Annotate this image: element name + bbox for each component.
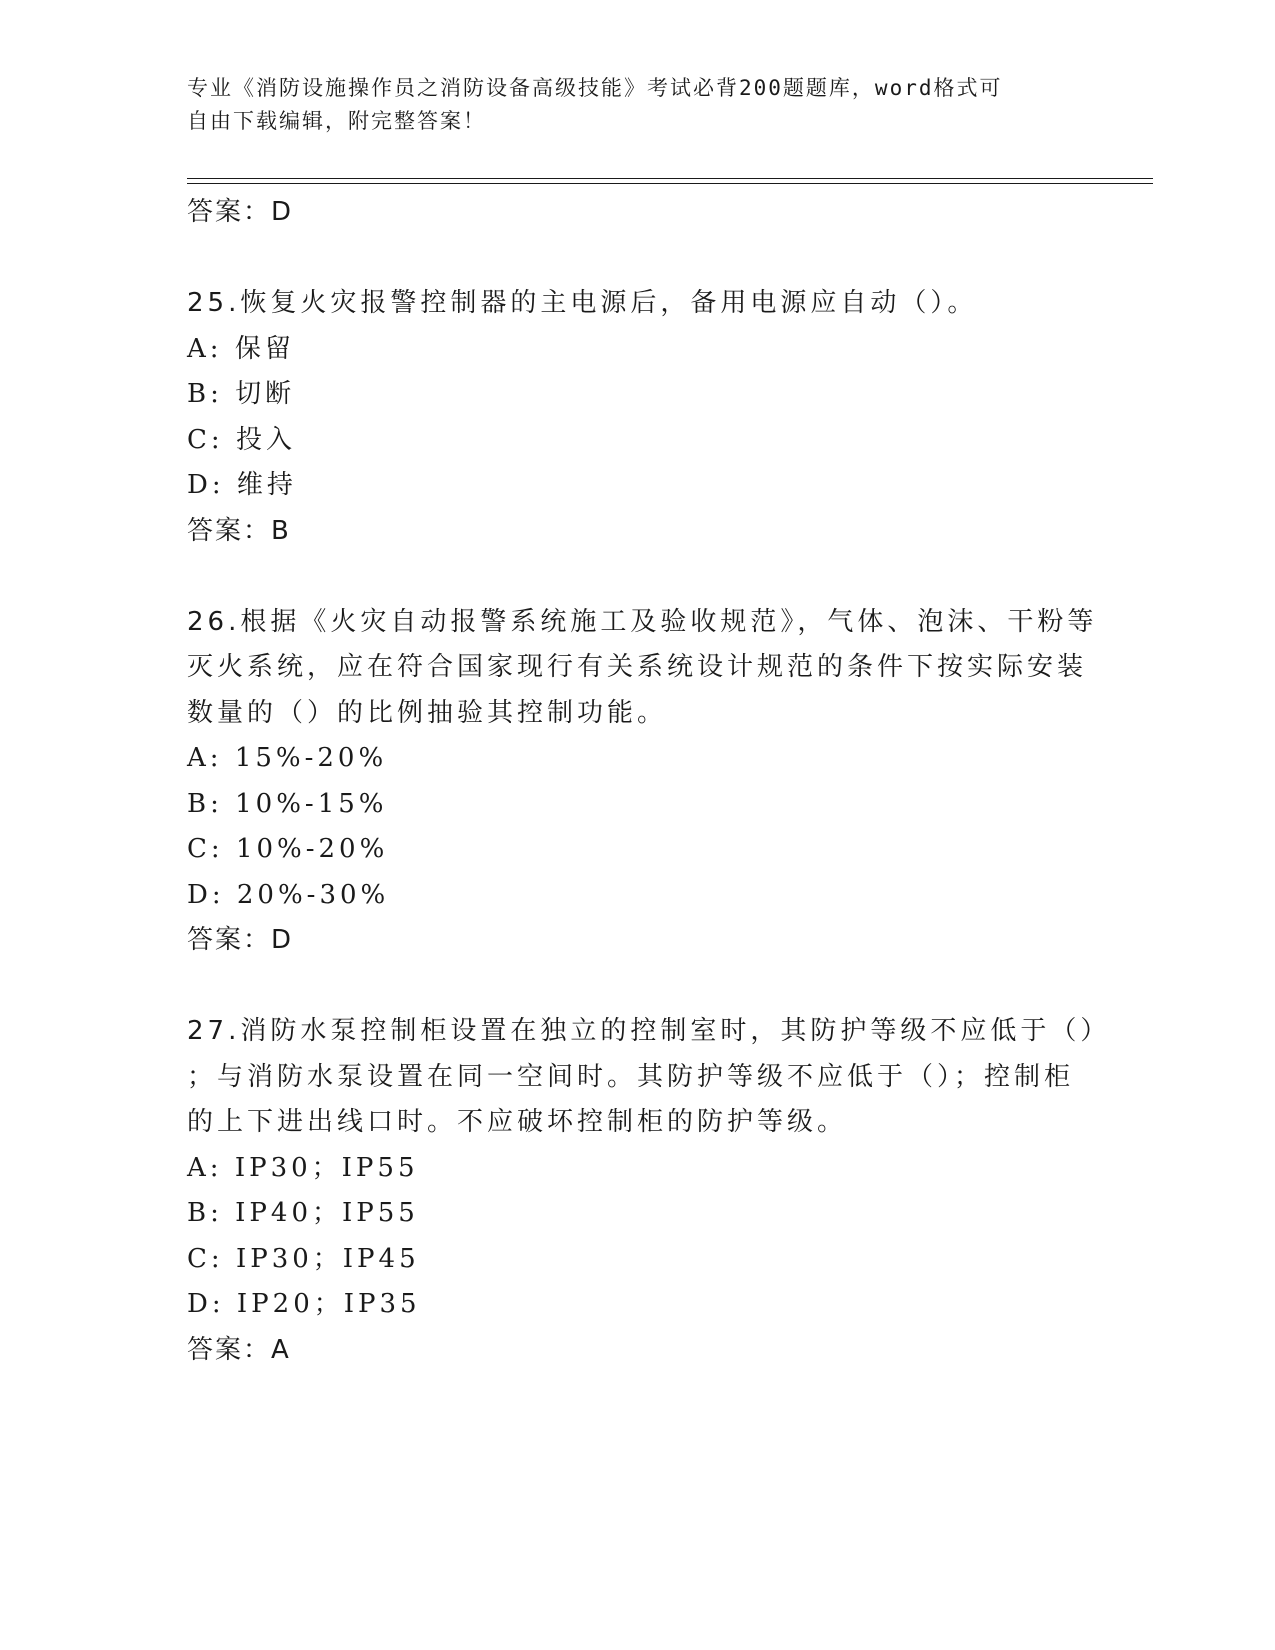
- option-text: 15%-20%: [234, 743, 388, 773]
- spacer: [187, 554, 1087, 600]
- option-a: A: IP30；IP55: [187, 1152, 419, 1183]
- answer-line: [187, 1328, 1087, 1374]
- answer-label: 答案：: [187, 1334, 272, 1365]
- option-letter: C: [187, 424, 211, 455]
- option-b: B: IP40；IP55: [187, 1198, 419, 1228]
- option-c: C: IP30；IP45: [187, 1243, 420, 1274]
- option-b: B: 10%-15%: [187, 788, 388, 819]
- answer-value: D: [271, 925, 294, 955]
- header-rule-top: [187, 178, 1153, 179]
- answer-label: 答案：: [187, 197, 272, 227]
- question-block: [187, 600, 1098, 964]
- answer-line: [187, 190, 1087, 236]
- option-letter: C: [187, 834, 211, 864]
- question-text: 数量的（）的比例抽验其控制功能。: [187, 697, 668, 728]
- question-text: ；与消防水泵设置在同一空间时。其防护等级不应低于（）；控制柜: [187, 1061, 1075, 1092]
- option-letter: B: [187, 379, 211, 409]
- answer-value: B: [271, 515, 291, 546]
- option-d: D: IP20；IP35: [187, 1289, 421, 1319]
- option-letter: B: [187, 1198, 211, 1228]
- option-letter: A: [187, 333, 210, 364]
- option-c: C: 投入: [187, 424, 296, 455]
- question-text: 灭火系统，应在符合国家现行有关系统设计规范的条件下按实际安装: [187, 652, 1088, 682]
- option-text: 维持: [236, 470, 297, 500]
- question-list: [187, 190, 1111, 1373]
- option-text: IP30；IP55: [234, 1152, 419, 1183]
- option-text: IP20；IP35: [236, 1289, 421, 1319]
- option-text: IP30；IP45: [235, 1243, 420, 1274]
- option-letter: A: [187, 743, 210, 773]
- option-text: IP40；IP55: [235, 1198, 419, 1228]
- option-c: C: 10%-20%: [187, 834, 389, 864]
- header-rule-bottom: [187, 183, 1153, 184]
- question-text: 27.消防水泵控制柜设置在独立的控制室时，其防护等级不应低于（）: [187, 1016, 1111, 1046]
- answer-label: 答案：: [187, 925, 272, 955]
- option-d: D: 20%-30%: [187, 879, 390, 910]
- answer-line: [187, 918, 1087, 964]
- question-block: [187, 1009, 1111, 1373]
- option-letter: A: [187, 1152, 210, 1183]
- answer-label: 答案：: [187, 515, 272, 546]
- option-b: B: 切断: [187, 379, 296, 409]
- option-d: D: 维持: [187, 470, 297, 500]
- option-letter: D: [187, 879, 212, 910]
- question-text: 25.恢复火灾报警控制器的主电源后，备用电源应自动（）。: [187, 288, 978, 318]
- answer-line: [187, 509, 1087, 555]
- option-text: 20%-30%: [236, 879, 390, 910]
- option-text: 10%-20%: [235, 834, 389, 864]
- header-line-2: 自由下载编辑，附完整答案！: [187, 109, 486, 133]
- option-letter: D: [187, 470, 212, 500]
- option-text: 保留: [234, 333, 295, 364]
- option-text: 10%-15%: [235, 788, 388, 819]
- document-header: [187, 72, 1067, 138]
- option-letter: B: [187, 788, 211, 819]
- option-letter: C: [187, 1243, 211, 1274]
- option-text: 切断: [235, 379, 296, 409]
- question-block: [187, 281, 1087, 554]
- header-line-1: 专业《消防设施操作员之消防设备高级技能》考试必背200题题库，word格式可: [187, 76, 1003, 100]
- option-a: A: 15%-20%: [187, 743, 388, 773]
- spacer: [187, 964, 1087, 1010]
- question-text: 的上下进出线口时。不应破坏控制柜的防护等级。: [187, 1107, 848, 1137]
- option-text: 投入: [235, 424, 296, 455]
- option-a: A: 保留: [187, 333, 295, 364]
- answer-value: D: [271, 197, 294, 227]
- question-text: 26.根据《火灾自动报警系统施工及验收规范》，气体、泡沫、干粉等: [187, 606, 1098, 637]
- option-letter: D: [187, 1289, 212, 1319]
- spacer: [187, 236, 1087, 282]
- answer-value: A: [271, 1334, 291, 1365]
